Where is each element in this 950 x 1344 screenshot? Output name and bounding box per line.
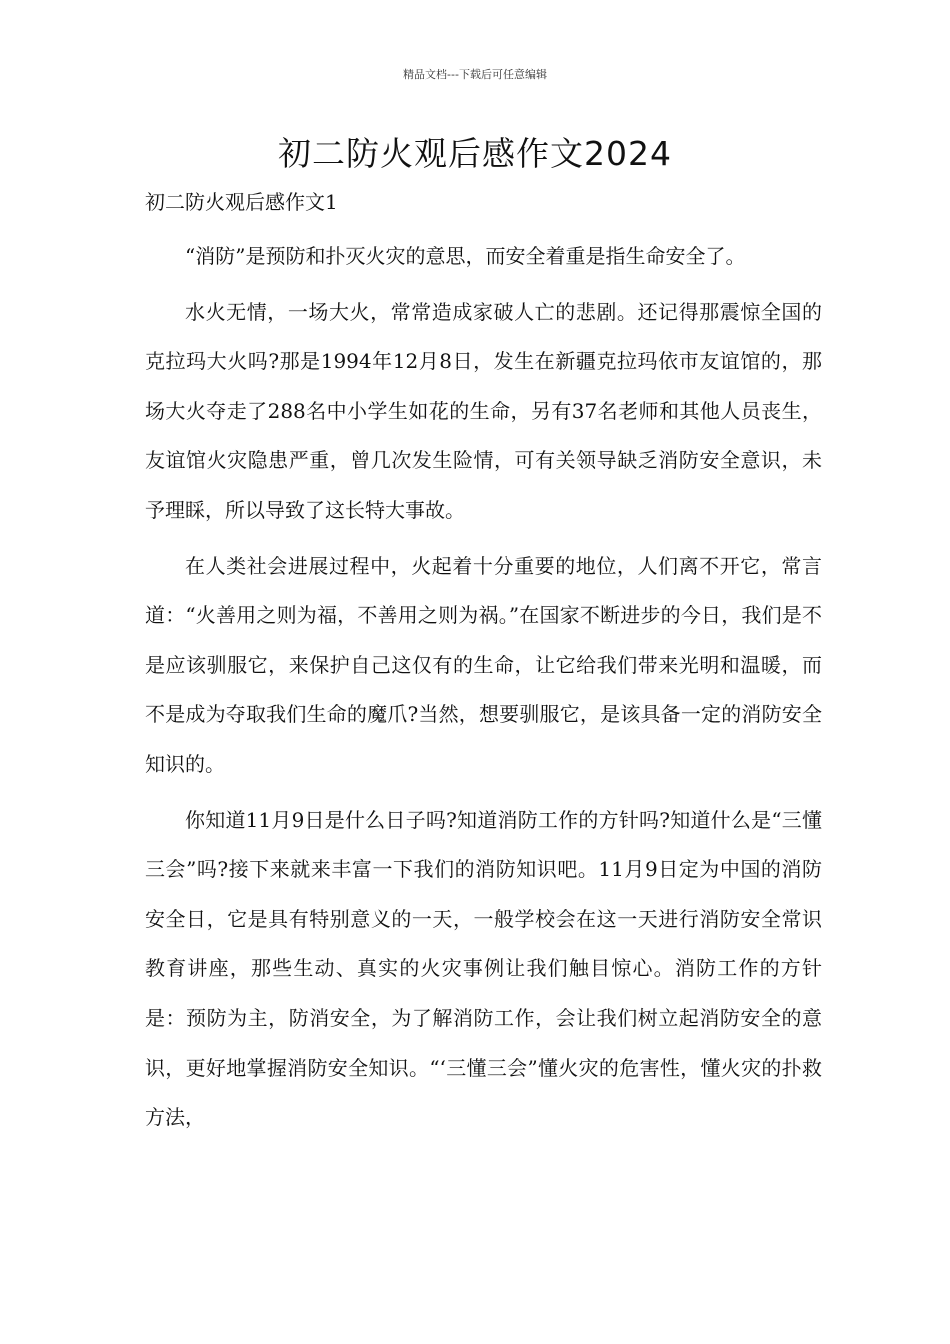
document-body — [145, 232, 822, 1149]
header-note: 精品文档---下载后可任意编辑 — [403, 68, 547, 81]
paragraph-4: 你知道11月9日是什么日子吗?知道消防工作的方针吗?知道什么是“三懂三会”吗?接下来就来丰富一下我们的消防知识吧。11月9日定为中国的消防安全日，它是具有特别意义的一天，一般学校会在这一天进行消防安全常识教育讲座，那些生动、真实的火灾事例让我们触目惊心。消防工作的方针是：预防为主，防消安全，为了解消防工作，会让我们树立起消防安全的意识，更好地掌握消防安全知识。“‘三懂三会”懂火灾的危害性，懂火灾的扑救方法， — [145, 807, 822, 1130]
paragraph-1: “消防”是预防和扑灭火灾的意思，而安全着重是指生命安全了。 — [185, 244, 746, 268]
paragraph-2: 水火无情，一场大火，常常造成家破人亡的悲剧。还记得那震惊全国的克拉玛大火吗?那是1994年12月8日，发生在新疆克拉玛依市友谊馆的，那场大火夺走了288名中小学生如花的生命，另有37名老师和其他人员丧生，友谊馆火灾隐患严重，曾几次发生险情，可有关领导缺乏消防安全意识，未予理睬，所以导致了这长特大事故。 — [145, 299, 822, 522]
section-subtitle: 初二防火观后感作文1 — [145, 190, 338, 214]
document-title: 初二防火观后感作文2024 — [278, 134, 672, 173]
paragraph-3: 在人类社会进展过程中，火起着十分重要的地位，人们离不开它，常言道：“火善用之则为福，不善用之则为祸。”在国家不断进步的今日，我们是不是应该驯服它，来保护自己这仅有的生命，让它给我们带来光明和温暖，而不是成为夺取我们生命的魔爪?当然，想要驯服它，是该具备一定的消防安全知识的。 — [145, 553, 822, 776]
